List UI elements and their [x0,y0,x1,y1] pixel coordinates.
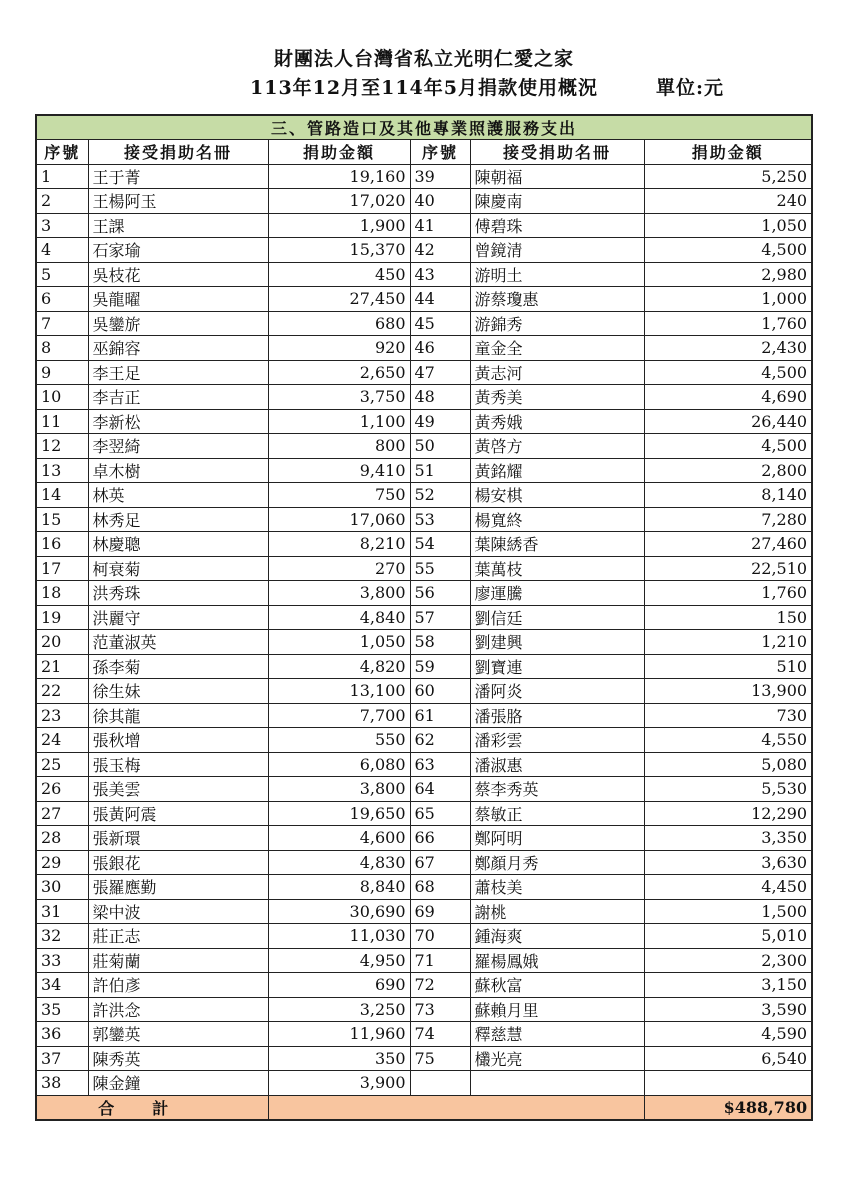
name-cell: 張美雲 [88,777,268,802]
name-cell: 黃志河 [470,360,644,385]
seq-cell: 16 [36,532,88,557]
seq-cell: 27 [36,801,88,826]
amount-cell: 3,590 [644,997,812,1022]
amount-cell: 7,700 [268,703,410,728]
seq-cell: 4 [36,238,88,263]
seq-cell: 69 [410,899,470,924]
total-spacer [268,1095,644,1120]
seq-cell: 51 [410,458,470,483]
table-row [36,581,812,606]
name-cell: 王于菁 [88,164,268,189]
seq-cell: 58 [410,630,470,655]
amount-cell: 22,510 [644,556,812,581]
seq-cell: 71 [410,948,470,973]
name-cell: 柯衰菊 [88,556,268,581]
column-header-row [36,140,812,165]
name-cell: 張新環 [88,826,268,851]
amount-cell: 13,900 [644,679,812,704]
amount-cell: 1,100 [268,409,410,434]
name-cell: 許伯彥 [88,973,268,998]
amount-cell: 3,800 [268,777,410,802]
seq-cell: 18 [36,581,88,606]
seq-cell: 47 [410,360,470,385]
table-row [36,238,812,263]
table-row [36,850,812,875]
seq-cell: 28 [36,826,88,851]
amount-cell: 4,550 [644,728,812,753]
seq-cell: 34 [36,973,88,998]
name-cell: 孫李菊 [88,654,268,679]
seq-cell: 22 [36,679,88,704]
name-cell: 釋慈慧 [470,1022,644,1047]
seq-cell: 68 [410,875,470,900]
amount-cell: 3,250 [268,997,410,1022]
table-row [36,679,812,704]
table-row [36,752,812,777]
seq-cell: 45 [410,311,470,336]
donation-table [35,114,813,1121]
name-cell [470,1071,644,1096]
seq-cell: 44 [410,287,470,312]
amount-cell: 8,140 [644,483,812,508]
seq-cell: 23 [36,703,88,728]
table-row [36,1046,812,1071]
seq-cell: 31 [36,899,88,924]
name-cell: 林英 [88,483,268,508]
amount-cell: 3,900 [268,1071,410,1096]
amount-cell: 2,650 [268,360,410,385]
name-cell: 洪秀珠 [88,581,268,606]
seq-cell: 8 [36,336,88,361]
table-row [36,532,812,557]
table-row [36,605,812,630]
amount-cell: 1,500 [644,899,812,924]
document-title: 財團法人台灣省私立光明仁愛之家 [273,48,574,70]
seq-cell: 3 [36,213,88,238]
name-cell: 葉萬枝 [470,556,644,581]
amount-cell: 8,840 [268,875,410,900]
col-seq-left: 序號 [36,140,88,165]
table-row [36,801,812,826]
seq-cell: 64 [410,777,470,802]
section-title: 三、管路造口及其他專業照護服務支出 [36,115,812,140]
table-row [36,311,812,336]
name-cell: 陳慶南 [470,189,644,214]
seq-cell: 20 [36,630,88,655]
amount-cell: 2,800 [644,458,812,483]
name-cell: 潘張胳 [470,703,644,728]
amount-cell: 13,100 [268,679,410,704]
name-cell: 卓木樹 [88,458,268,483]
seq-cell: 13 [36,458,88,483]
seq-cell: 57 [410,605,470,630]
seq-cell: 5 [36,262,88,287]
name-cell: 傅碧珠 [470,213,644,238]
amount-cell: 4,950 [268,948,410,973]
amount-cell: 6,080 [268,752,410,777]
name-cell: 黃秀娥 [470,409,644,434]
name-cell: 張玉梅 [88,752,268,777]
total-amount: $488,780 [644,1095,812,1120]
total-label: 合計 [36,1095,268,1120]
name-cell: 黃銘耀 [470,458,644,483]
amount-cell: 4,830 [268,850,410,875]
amount-cell: 5,250 [644,164,812,189]
amount-cell [644,1071,812,1096]
amount-cell: 2,980 [644,262,812,287]
amount-cell: 690 [268,973,410,998]
table-row [36,1022,812,1047]
seq-cell: 37 [36,1046,88,1071]
seq-cell: 15 [36,507,88,532]
amount-cell: 1,760 [644,311,812,336]
table-row [36,777,812,802]
amount-cell: 550 [268,728,410,753]
table-row [36,164,812,189]
amount-cell: 450 [268,262,410,287]
table-row [36,409,812,434]
name-cell: 洪麗守 [88,605,268,630]
col-name-right: 接受捐助名冊 [470,140,644,165]
amount-cell: 9,410 [268,458,410,483]
col-name-left: 接受捐助名冊 [88,140,268,165]
name-cell: 游錦秀 [470,311,644,336]
unit-label: 單位:元 [656,77,725,99]
amount-cell: 2,300 [644,948,812,973]
amount-cell: 30,690 [268,899,410,924]
seq-cell: 10 [36,385,88,410]
seq-cell: 1 [36,164,88,189]
amount-cell: 5,010 [644,924,812,949]
seq-cell: 42 [410,238,470,263]
name-cell: 潘淑惠 [470,752,644,777]
name-cell: 曾鏡清 [470,238,644,263]
name-cell: 黃啓方 [470,434,644,459]
amount-cell: 11,960 [268,1022,410,1047]
amount-cell: 4,600 [268,826,410,851]
seq-cell: 61 [410,703,470,728]
seq-cell: 26 [36,777,88,802]
table-row [36,336,812,361]
seq-cell: 36 [36,1022,88,1047]
name-cell: 范董淑英 [88,630,268,655]
amount-cell: 19,160 [268,164,410,189]
table-row [36,899,812,924]
seq-cell: 39 [410,164,470,189]
name-cell: 黃秀美 [470,385,644,410]
name-cell: 蘇秋富 [470,973,644,998]
seq-cell: 75 [410,1046,470,1071]
amount-cell: 5,080 [644,752,812,777]
name-cell: 張黃阿震 [88,801,268,826]
name-cell: 陳秀英 [88,1046,268,1071]
name-cell: 劉建興 [470,630,644,655]
seq-cell: 67 [410,850,470,875]
seq-cell: 70 [410,924,470,949]
seq-cell: 40 [410,189,470,214]
amount-cell: 5,530 [644,777,812,802]
amount-cell: 920 [268,336,410,361]
table-row [36,924,812,949]
seq-cell: 33 [36,948,88,973]
amount-cell: 680 [268,311,410,336]
name-cell: 鄭阿明 [470,826,644,851]
seq-cell: 60 [410,679,470,704]
table-row [36,973,812,998]
table-row [36,630,812,655]
amount-cell: 1,000 [644,287,812,312]
name-cell: 童金全 [470,336,644,361]
amount-cell: 800 [268,434,410,459]
seq-cell: 9 [36,360,88,385]
amount-cell: 4,840 [268,605,410,630]
name-cell: 許洪念 [88,997,268,1022]
amount-cell: 1,760 [644,581,812,606]
name-cell: 謝桃 [470,899,644,924]
table-row [36,458,812,483]
amount-cell: 1,210 [644,630,812,655]
name-cell: 吳鑾旂 [88,311,268,336]
amount-cell: 240 [644,189,812,214]
amount-cell: 11,030 [268,924,410,949]
seq-cell: 12 [36,434,88,459]
seq-cell: 11 [36,409,88,434]
name-cell: 劉信廷 [470,605,644,630]
name-cell: 王楊阿玉 [88,189,268,214]
seq-cell: 17 [36,556,88,581]
name-cell: 李吉正 [88,385,268,410]
name-cell: 張銀花 [88,850,268,875]
name-cell: 葉陳綉香 [470,532,644,557]
name-cell: 梁中波 [88,899,268,924]
name-cell: 林慶聰 [88,532,268,557]
seq-cell: 35 [36,997,88,1022]
name-cell: 張秋增 [88,728,268,753]
name-cell: 李王足 [88,360,268,385]
name-cell: 石家瑜 [88,238,268,263]
amount-cell: 4,500 [644,434,812,459]
seq-cell: 2 [36,189,88,214]
name-cell: 李新松 [88,409,268,434]
amount-cell: 3,800 [268,581,410,606]
seq-cell: 25 [36,752,88,777]
amount-cell: 15,370 [268,238,410,263]
amount-cell: 12,290 [644,801,812,826]
name-cell: 鍾海爽 [470,924,644,949]
seq-cell: 52 [410,483,470,508]
table-row [36,360,812,385]
name-cell: 游明土 [470,262,644,287]
seq-cell [410,1071,470,1096]
seq-cell: 46 [410,336,470,361]
amount-cell: 270 [268,556,410,581]
seq-cell: 65 [410,801,470,826]
amount-cell: 3,350 [644,826,812,851]
name-cell: 蘇賴月里 [470,997,644,1022]
seq-cell: 49 [410,409,470,434]
name-cell: 楊寬終 [470,507,644,532]
amount-cell: 1,050 [644,213,812,238]
seq-cell: 66 [410,826,470,851]
name-cell: 蔡李秀英 [470,777,644,802]
table-row [36,556,812,581]
amount-cell: 17,020 [268,189,410,214]
name-cell: 陳朝福 [470,164,644,189]
table-row [36,507,812,532]
name-cell: 徐生妹 [88,679,268,704]
name-cell: 徐其龍 [88,703,268,728]
seq-cell: 30 [36,875,88,900]
table-row [36,997,812,1022]
table-row [36,1071,812,1096]
amount-cell: 19,650 [268,801,410,826]
table-row [36,189,812,214]
seq-cell: 74 [410,1022,470,1047]
seq-cell: 62 [410,728,470,753]
amount-cell: 4,590 [644,1022,812,1047]
total-row [36,1095,812,1120]
seq-cell: 24 [36,728,88,753]
seq-cell: 32 [36,924,88,949]
amount-cell: 27,450 [268,287,410,312]
amount-cell: 3,630 [644,850,812,875]
table-row [36,213,812,238]
name-cell: 廖運騰 [470,581,644,606]
seq-cell: 48 [410,385,470,410]
name-cell: 吳龍曜 [88,287,268,312]
table-row [36,826,812,851]
name-cell: 劉寶連 [470,654,644,679]
seq-cell: 6 [36,287,88,312]
amount-cell: 2,430 [644,336,812,361]
amount-cell: 510 [644,654,812,679]
table-row [36,654,812,679]
amount-cell: 26,440 [644,409,812,434]
name-cell: 潘彩雲 [470,728,644,753]
seq-cell: 54 [410,532,470,557]
amount-cell: 350 [268,1046,410,1071]
name-cell: 陳金鐘 [88,1071,268,1096]
name-cell: 李翌綺 [88,434,268,459]
name-cell: 張羅應勤 [88,875,268,900]
name-cell: 郭鑾英 [88,1022,268,1047]
amount-cell: 1,900 [268,213,410,238]
document-subtitle: 113年12月至114年5月捐款使用概況 [250,77,598,99]
name-cell: 莊正志 [88,924,268,949]
name-cell: 吳枝花 [88,262,268,287]
seq-cell: 14 [36,483,88,508]
seq-cell: 43 [410,262,470,287]
amount-cell: 7,280 [644,507,812,532]
amount-cell: 1,050 [268,630,410,655]
amount-cell: 750 [268,483,410,508]
table-row [36,948,812,973]
seq-cell: 53 [410,507,470,532]
amount-cell: 3,750 [268,385,410,410]
amount-cell: 17,060 [268,507,410,532]
col-amount-right: 捐助金額 [644,140,812,165]
seq-cell: 41 [410,213,470,238]
amount-cell: 150 [644,605,812,630]
table-row [36,483,812,508]
name-cell: 欉光亮 [470,1046,644,1071]
amount-cell: 27,460 [644,532,812,557]
seq-cell: 56 [410,581,470,606]
amount-cell: 4,690 [644,385,812,410]
amount-cell: 3,150 [644,973,812,998]
seq-cell: 72 [410,973,470,998]
name-cell: 蔡敏正 [470,801,644,826]
name-cell: 羅楊鳳娥 [470,948,644,973]
table-row [36,385,812,410]
name-cell: 鄭顏月秀 [470,850,644,875]
section-header-row [36,115,812,140]
seq-cell: 50 [410,434,470,459]
amount-cell: 4,500 [644,238,812,263]
amount-cell: 4,450 [644,875,812,900]
amount-cell: 8,210 [268,532,410,557]
amount-cell: 6,540 [644,1046,812,1071]
name-cell: 王課 [88,213,268,238]
amount-cell: 4,820 [268,654,410,679]
seq-cell: 19 [36,605,88,630]
seq-cell: 21 [36,654,88,679]
table-row [36,434,812,459]
table-row [36,262,812,287]
col-amount-left: 捐助金額 [268,140,410,165]
seq-cell: 59 [410,654,470,679]
name-cell: 潘阿炎 [470,679,644,704]
seq-cell: 63 [410,752,470,777]
name-cell: 莊菊蘭 [88,948,268,973]
name-cell: 游蔡瓊惠 [470,287,644,312]
seq-cell: 38 [36,1071,88,1096]
amount-cell: 4,500 [644,360,812,385]
table-row [36,728,812,753]
amount-cell: 730 [644,703,812,728]
seq-cell: 73 [410,997,470,1022]
col-seq-right: 序號 [410,140,470,165]
name-cell: 林秀足 [88,507,268,532]
name-cell: 蕭枝美 [470,875,644,900]
table-row [36,875,812,900]
name-cell: 巫錦容 [88,336,268,361]
name-cell: 楊安棋 [470,483,644,508]
table-row [36,703,812,728]
seq-cell: 29 [36,850,88,875]
seq-cell: 7 [36,311,88,336]
seq-cell: 55 [410,556,470,581]
table-row [36,287,812,312]
